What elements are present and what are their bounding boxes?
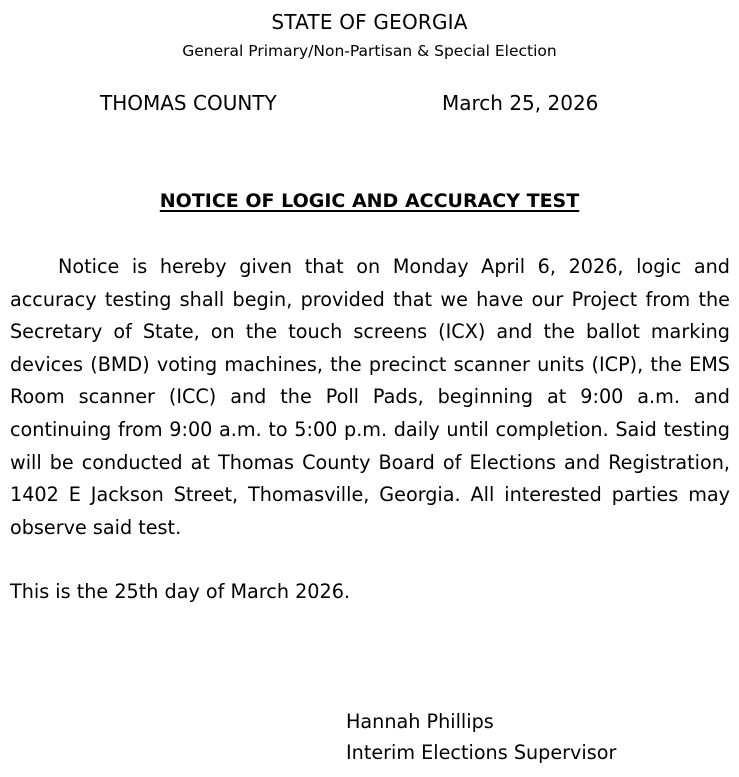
state-heading: STATE OF GEORGIA [271,10,468,34]
signer-title: Interim Elections Supervisor [346,741,617,764]
dated-line: This is the 25th day of March 2026. [10,580,351,603]
header-date: March 25, 2026 [442,91,599,115]
county-name: THOMAS COUNTY [100,91,277,115]
election-subheading: General Primary/Non-Partisan & Special Election [182,42,557,60]
notice-body: Notice is hereby given that on Monday April 6, 2026, logic and accuracy testing shall begin, provided that we have our Project from the Secretary of State, on the touch screens (ICX) and the ballot marking devices (BMD) voting machines, the precinct scanner units (ICP), the EMS Room scanner (ICC) and the Poll Pads, beginning at 9:00 a.m. and continuing from 9:00 a.m. to 5:00 p.m. daily until completion. Said testing will be conducted at Thomas County Board of Elections and Registration, 1402 E Jackson Street, Thomasville, Georgia. All interested parties may observe said test. [10,255,730,539]
signer-name: Hannah Phillips [346,710,494,733]
notice-title: NOTICE OF LOGIC AND ACCURACY TEST [159,190,580,212]
